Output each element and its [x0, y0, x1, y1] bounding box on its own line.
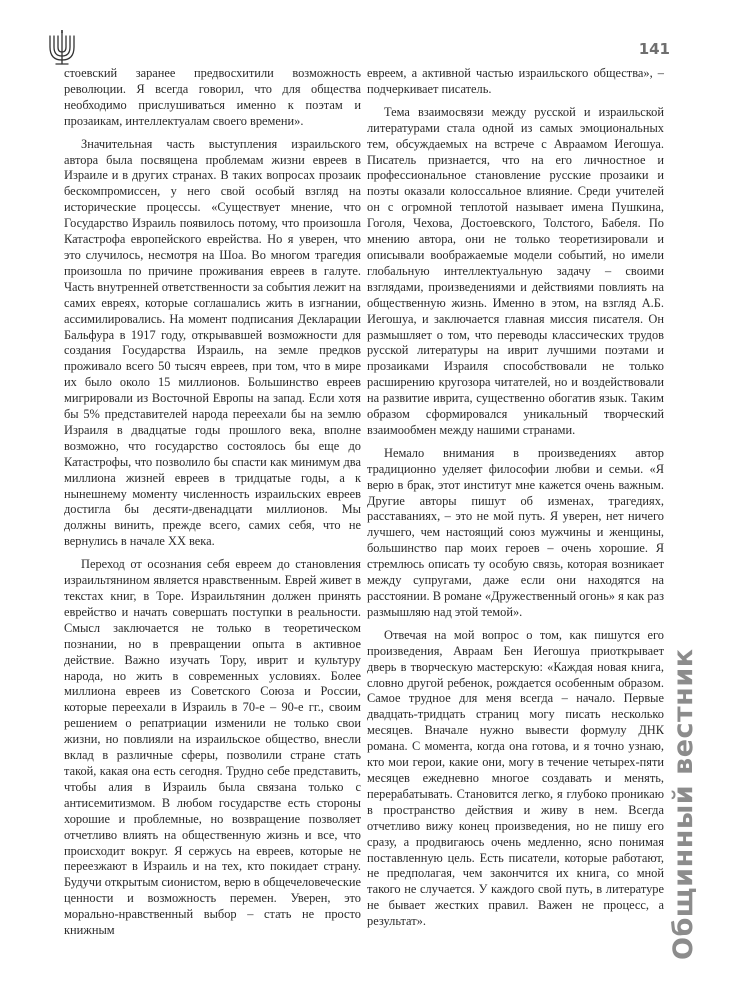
left-text-column	[64, 66, 361, 946]
menorah-icon	[46, 30, 78, 68]
paragraph: евреем, а активной частью израильского общества», – подчеркивает писатель.	[367, 66, 664, 96]
paragraph: Отвечая на мой вопрос о том, как пишутся его произведения, Авраам Бен Иегошуа приоткрывает дверь в творческую мастерскую: «Каждая новая книга, словно другой ребенок, рождается особенным образом. Самое трудное для меня всегда – начало. Первые двадцать-тридцать страниц могу писать несколько месяцев. Вначале нужно вывести формулу ДНК романа. С момента, когда она готова, и я точно узнаю, кто мои герои, какие они, могу в течение четырех-пяти месяцев ежедневно многое создавать и менять, перерабатывать. Становится легко, я глубоко проникаю в пространство действия и живу в нем. Всегда отчетливо вижу конец произведения, но не пишу его сразу, а продвигаюсь очень медленно, ясно понимая поставленную цель. Есть писатели, которые работают, не предполагая, чем закончится их книга, со мной такого не случается. У каждого свой путь, в литературе не бывает жестких правил. Важен не процесс, а результат».	[367, 627, 664, 929]
paragraph: Немало внимания в произведениях автор традиционно уделяет философии любви и семьи. «Я верю в брак, этот институт мне кажется очень важным. Другие авторы пишут об изменах, трагедиях, расставаниях, – это не мой путь. Я уверен, нет ничего лучшего, чем настоящий союз мужчины и женщины, большинство пар моих героев – очень хорошие. Я стремлюсь описать ту особую связь, которая возникает между супругами, даже если они находятся на расстоянии. В романе «Дружественный огонь» я как раз размышляю над этой темой».	[367, 445, 664, 619]
paragraph: Тема взаимосвязи между русской и израильской литературами стала одной из самых эмоциональных тем, обсуждаемых на встрече с Авраамом Иегошуа. Писатель признается, что на его личностное и профессиональное становление русские прозаики и поэты оказали колоссальное влияние. Среди учителей он с огромной теплотой называет имена Пушкина, Гоголя, Чехова, Достоевского, Толстого, Бабеля. По мнению автора, они не только теоретизировали и описывали воображаемые модели событий, но имели глобальную интеллектуальную задачу – своими взглядами, произведениями и действиями повлиять на общественную жизнь. Именно в этом, на взгляд А.Б. Иегошуа, и заключается главная миссия писателя. Он размышляет о том, что переводы классических трудов русской литературы на иврит лучшими поэтами и прозаиками Израиля способствовали не только расширению кругозора читателей, но и воздействовали на развитие иврита, существенно обогатив язык. Таким образом сформировался уникальный творческий взаимообмен между нашими странами.	[367, 104, 664, 437]
right-text-column	[367, 66, 664, 937]
paragraph: Переход от осознания себя евреем до становления израильтянином является нравственным. Еврей живет в текстах книг, в Торе. Израильтянин должен принять еврейство и начать совершать поступки в реальности. Смысл заключается не только в теоретическом познании, но в превращении опыта в активное действие. Важно изучать Тору, иврит и культуру народа, но жить в современных условиях. Более миллиона евреев из Советского Союза и России, которые переехали в Израиль в 70-е – 90-е гг., своим решением о репатриации изменили не только свои жизни, но повлияли на израильское общество, внесли вклад в различные сферы, позволили стране стать такой, какая она есть сегодня. Трудно себе представить, чтобы алия в Израиль была связана только с антисемитизмом. В любом государстве есть стороны хорошие и проблемные, но возвращение позволяет отчетливо влиять на общественную жизнь и все, что происходит вокруг. Я сержусь на евреев, которые не переезжают в Израиль и на тех, кто покидает страну. Будучи открытым сионистом, верю в общечеловеческие ценности и возможность перемен. Уверен, это морально-нравственный выбор – стать не просто книжным	[64, 557, 361, 938]
paragraph: стоевский заранее предвосхитили возможность революции. Я всегда говорил, что для общества необходимо прислушиваться именно к поэтам и прозаикам, интеллектуалам своего времени».	[64, 66, 361, 128]
publication-side-title: Общинный вестник	[668, 648, 699, 960]
page-number: 141	[638, 40, 670, 58]
paragraph: Значительная часть выступления израильского автора была посвящена проблемам жизни евреев в Израиле и в других странах. В таких вопросах прозаик бескомпромиссен, у него свой особый взгляд на исторические процессы. «Существует мнение, что Государство Израиль появилось потому, что произошла Катастрофа европейского еврейства. Но я уверен, что это случилось, несмотря на Шоа. Во многом трагедия произошла по причине проживания евреев в галуте. Часть внутренней ответственности за события лежит на самих евреях, которые соглашались жить в изгнании, ассимилировались. На момент подписания Декларации Бальфура в 1917 году, открывавшей возможности для создания Государства Израиль, на земле предков проживало всего 50 тысяч евреев, при том, что в мире их было около 15 миллионов. Большинство евреев мигрировали из Восточной Европы на запад. Если хотя бы 5% представителей народа переехали бы на землю Израиля в двадцатые годы прошлого века, вполне возможно, что государство состоялось бы еще до Катастрофы, что позволило бы спасти как минимум два миллиона жизней евреев в тридцатые годы, а к нынешнему моменту численность израильских евреев достигла бы десяти-двенадцати миллионов. Мы должны винить, прежде всего, самих себя, что не вернулись в начале XX века.	[64, 136, 361, 549]
